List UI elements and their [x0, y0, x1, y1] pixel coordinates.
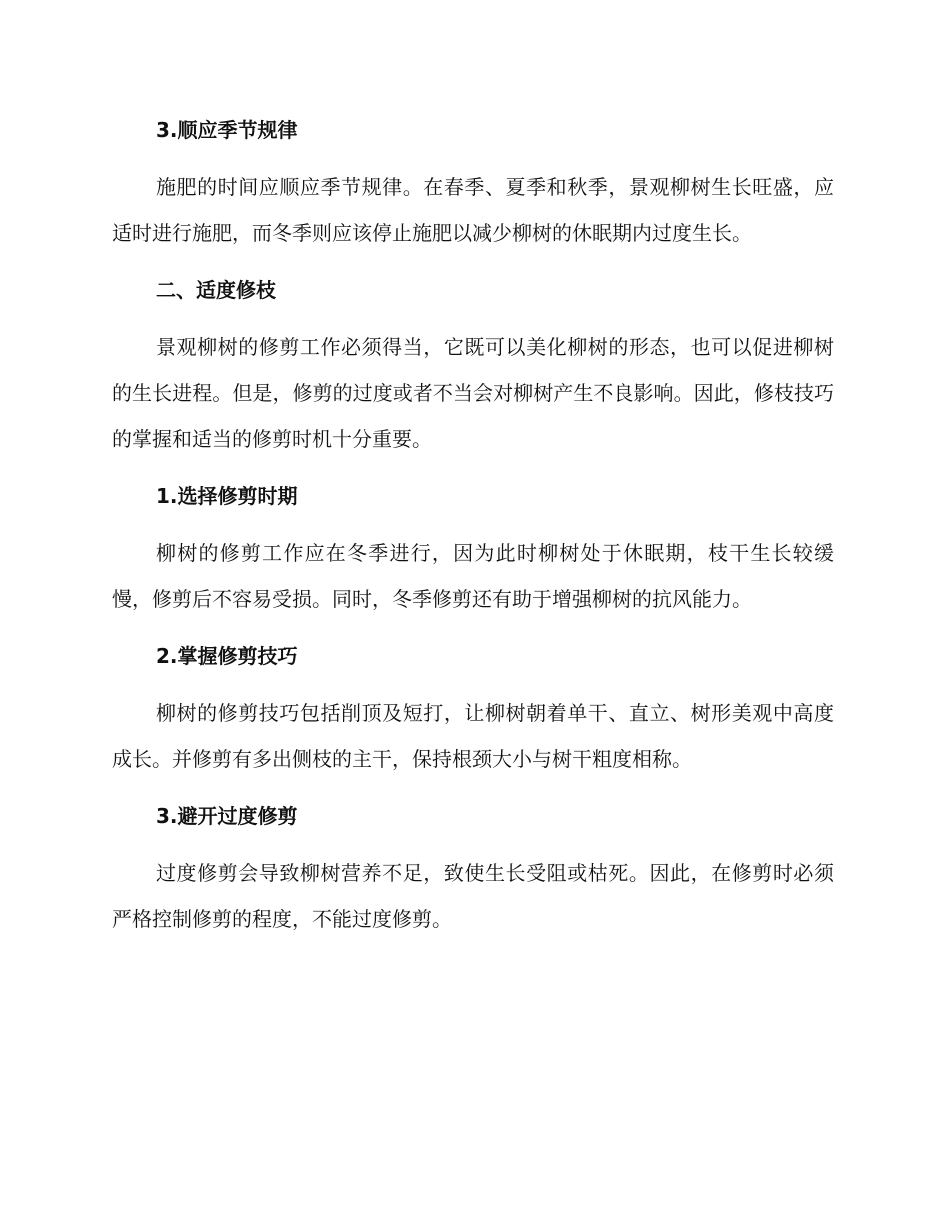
section-paragraph-moderate-pruning: 景观柳树的修剪工作必须得当，它既可以美化柳树的形态，也可以促进柳树的生长进程。但是，修剪的过度或者不当会对柳树产生不良影响。因此，修枝技巧的掌握和适当的修剪时机十分重要。 — [112, 335, 834, 451]
section-heading-pruning-technique: 2.掌握修剪技巧 — [156, 644, 298, 668]
section-paragraph-seasonal-rules: 施肥的时间应顺应季节规律。在春季、夏季和秋季，景观柳树生长旺盛，应适时进行施肥，而冬季则应该停止施肥以减少柳树的休眠期内过度生长。 — [112, 175, 834, 245]
section-heading-pruning-period: 1.选择修剪时期 — [156, 484, 298, 508]
section-paragraph-pruning-technique: 柳树的修剪技巧包括削顶及短打，让柳树朝着单干、直立、树形美观中高度成长。并修剪有多出侧枝的主干，保持根颈大小与树干粗度相称。 — [112, 701, 834, 771]
document-page — [112, 108, 834, 942]
section-heading-seasonal-rules: 3.顺应季节规律 — [156, 118, 298, 142]
section-paragraph-pruning-period: 柳树的修剪工作应在冬季进行，因为此时柳树处于休眠期，枝干生长较缓慢，修剪后不容易受损。同时，冬季修剪还有助于增强柳树的抗风能力。 — [112, 541, 834, 611]
section-heading-avoid-overpruning: 3.避开过度修剪 — [156, 804, 298, 828]
section-heading-moderate-pruning: 二、适度修枝 — [156, 278, 276, 302]
section-paragraph-avoid-overpruning: 过度修剪会导致柳树营养不足，致使生长受阻或枯死。因此，在修剪时必须严格控制修剪的程度，不能过度修剪。 — [112, 861, 834, 931]
